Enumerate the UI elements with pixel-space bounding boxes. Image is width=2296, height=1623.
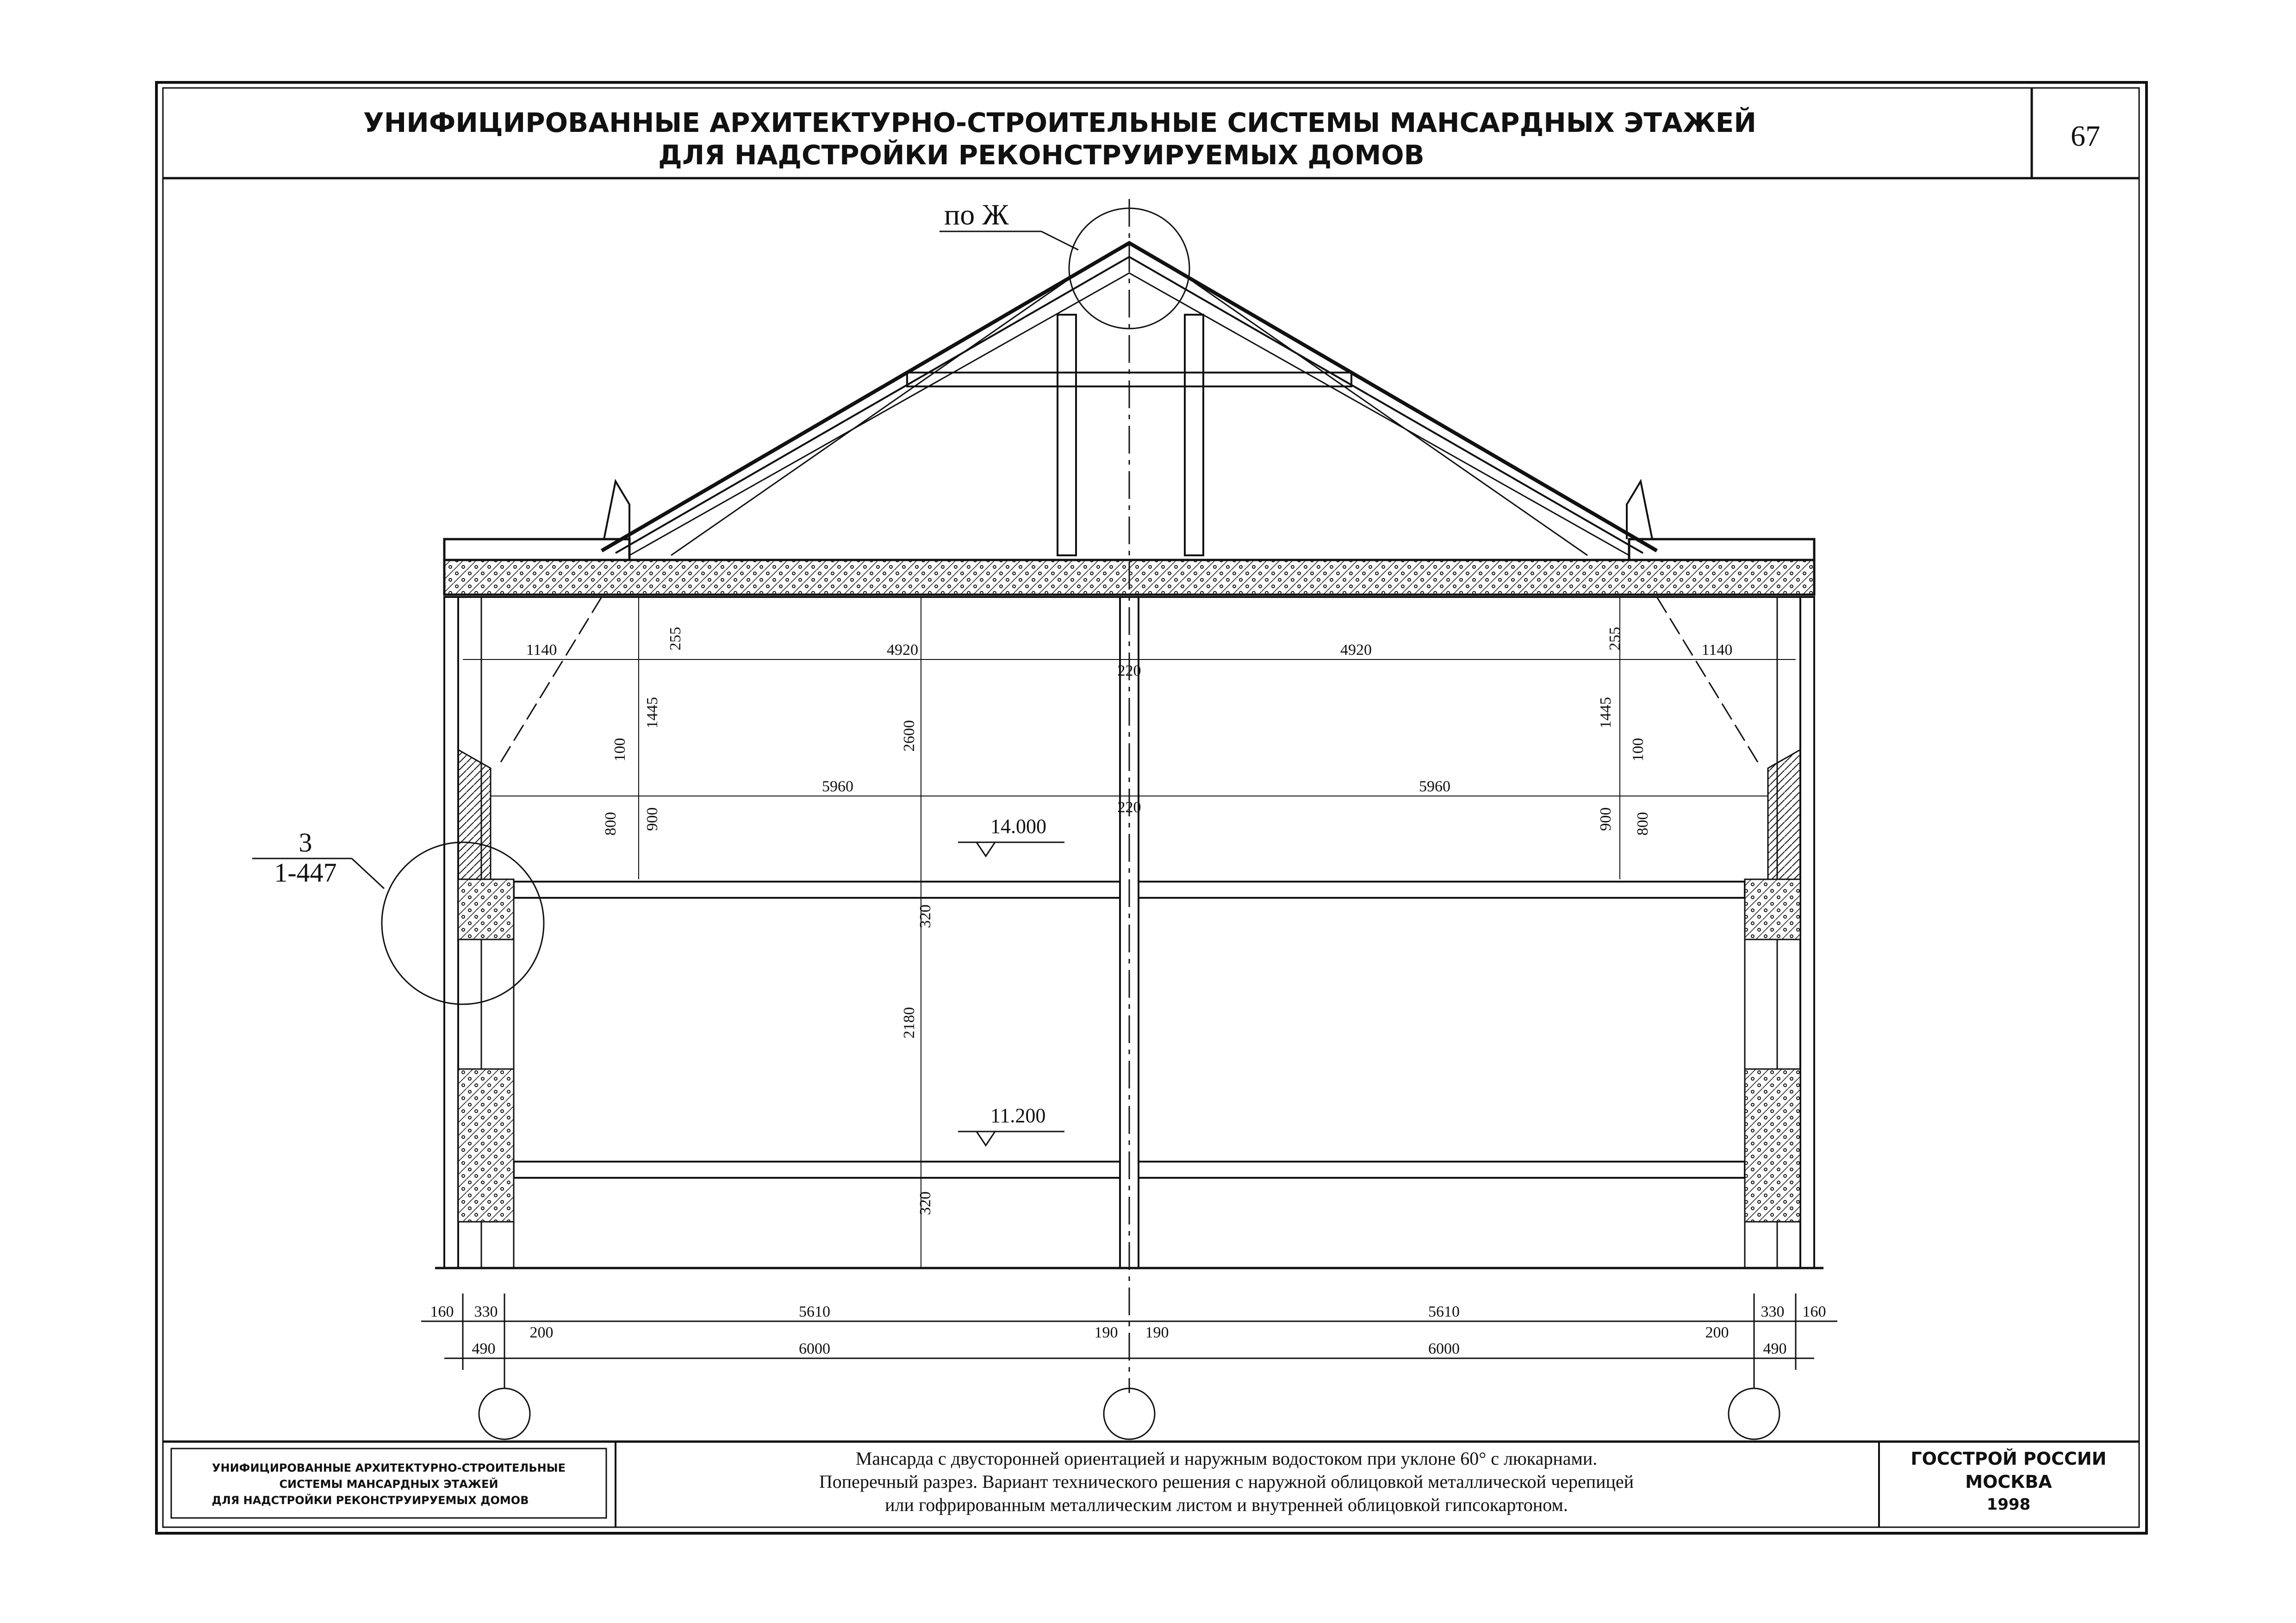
tb-desc-line2: Поперечный разрез. Вариант технического решения с наружной облицовкой металлической черепицей	[819, 1471, 1634, 1492]
level-11200: 11.200	[990, 1104, 1046, 1127]
dim-label: 220	[1117, 799, 1141, 816]
level-14000: 14.000	[990, 815, 1046, 838]
axis-bubble-right	[1729, 1388, 1780, 1439]
tb-year: 1998	[1986, 1495, 2031, 1514]
tb-desc-line3: или гофрированным металлическим листом и внутренней облицовкой гипсокартоном.	[885, 1494, 1568, 1515]
detail-callout-num: 3	[299, 827, 312, 858]
dim-label: 1140	[1701, 641, 1733, 659]
tb-city: МОСКВА	[1965, 1472, 2052, 1492]
dim-label: 900	[644, 807, 661, 831]
tb-org: ГОССТРОЙ РОССИИ	[1910, 1449, 2107, 1469]
outer-frame	[156, 82, 2147, 1533]
dim-label: 320	[917, 904, 934, 928]
dim-label: 5960	[1419, 778, 1450, 795]
dim-label: 2600	[901, 720, 918, 752]
detail-callout-ref: 1-447	[274, 858, 337, 888]
dim-label: 100	[1630, 738, 1647, 762]
axis-bubble-centre	[1104, 1388, 1155, 1439]
dim-label: 220	[1117, 662, 1141, 679]
dim-label: 800	[1634, 812, 1651, 836]
dim-label: 1445	[644, 697, 661, 728]
dim-label: 5610	[799, 1303, 830, 1320]
dim-label: 490	[1763, 1340, 1787, 1357]
tb-desc-line1: Мансарда с двусторонней ориентацией и наружным водостоком при уклоне 60° с люкарнами.	[855, 1448, 1598, 1469]
dim-label: 100	[611, 738, 628, 762]
header	[163, 88, 2139, 178]
tb-left-line1: УНИФИЦИРОВАННЫЕ АРХИТЕКТУРНО-СТРОИТЕЛЬНЫЕ	[212, 1461, 566, 1474]
dim-label: 330	[474, 1303, 498, 1320]
tb-left-line3: ДЛЯ НАДСТРОЙКИ РЕКОНСТРУИРУЕМЫХ ДОМОВ	[212, 1494, 529, 1507]
dim-label: 900	[1597, 807, 1614, 831]
dim-label: 330	[1761, 1303, 1785, 1320]
dim-label: 320	[917, 1191, 934, 1215]
dim-label: 190	[1145, 1324, 1169, 1341]
slab-11200	[514, 1162, 1120, 1178]
dim-label: 800	[602, 812, 619, 836]
dim-label: 6000	[799, 1340, 830, 1357]
dim-label: 4920	[887, 641, 918, 659]
tb-left-line2: СИСТЕМЫ МАНСАРДНЫХ ЭТАЖЕЙ	[279, 1478, 498, 1491]
dim-label: 1140	[526, 641, 557, 659]
dim-label: 6000	[1428, 1340, 1460, 1357]
title-block	[163, 1442, 2139, 1527]
dim-label: 200	[1705, 1324, 1729, 1341]
dim-label: 190	[1094, 1324, 1118, 1341]
axis-bubble-left	[479, 1388, 530, 1439]
dim-label: 255	[1606, 627, 1624, 651]
dimension-labels	[430, 627, 1826, 1358]
dim-label: 490	[472, 1340, 496, 1357]
sheet-number: 67	[2071, 119, 2100, 152]
dim-label: 1445	[1597, 697, 1614, 728]
ridge-callout: по Ж	[944, 198, 1009, 231]
dim-label: 160	[430, 1303, 454, 1320]
dim-label: 200	[529, 1324, 554, 1341]
dim-label: 2180	[901, 1007, 918, 1038]
header-title-line2: ДЛЯ НАДСТРОЙКИ РЕКОНСТРУИРУЕМЫХ ДОМОВ	[658, 139, 1425, 171]
dim-label: 160	[1802, 1303, 1826, 1320]
dim-label: 5610	[1428, 1303, 1460, 1320]
dim-label: 5960	[822, 778, 853, 795]
slab-14000	[514, 882, 1120, 898]
dim-label: 4920	[1340, 641, 1372, 659]
dim-label: 255	[667, 627, 684, 651]
header-title-line1: УНИФИЦИРОВАННЫЕ АРХИТЕКТУРНО-СТРОИТЕЛЬНЫЕ СИСТЕМЫ МАНСАРДНЫХ ЭТАЖЕЙ	[363, 107, 1756, 138]
